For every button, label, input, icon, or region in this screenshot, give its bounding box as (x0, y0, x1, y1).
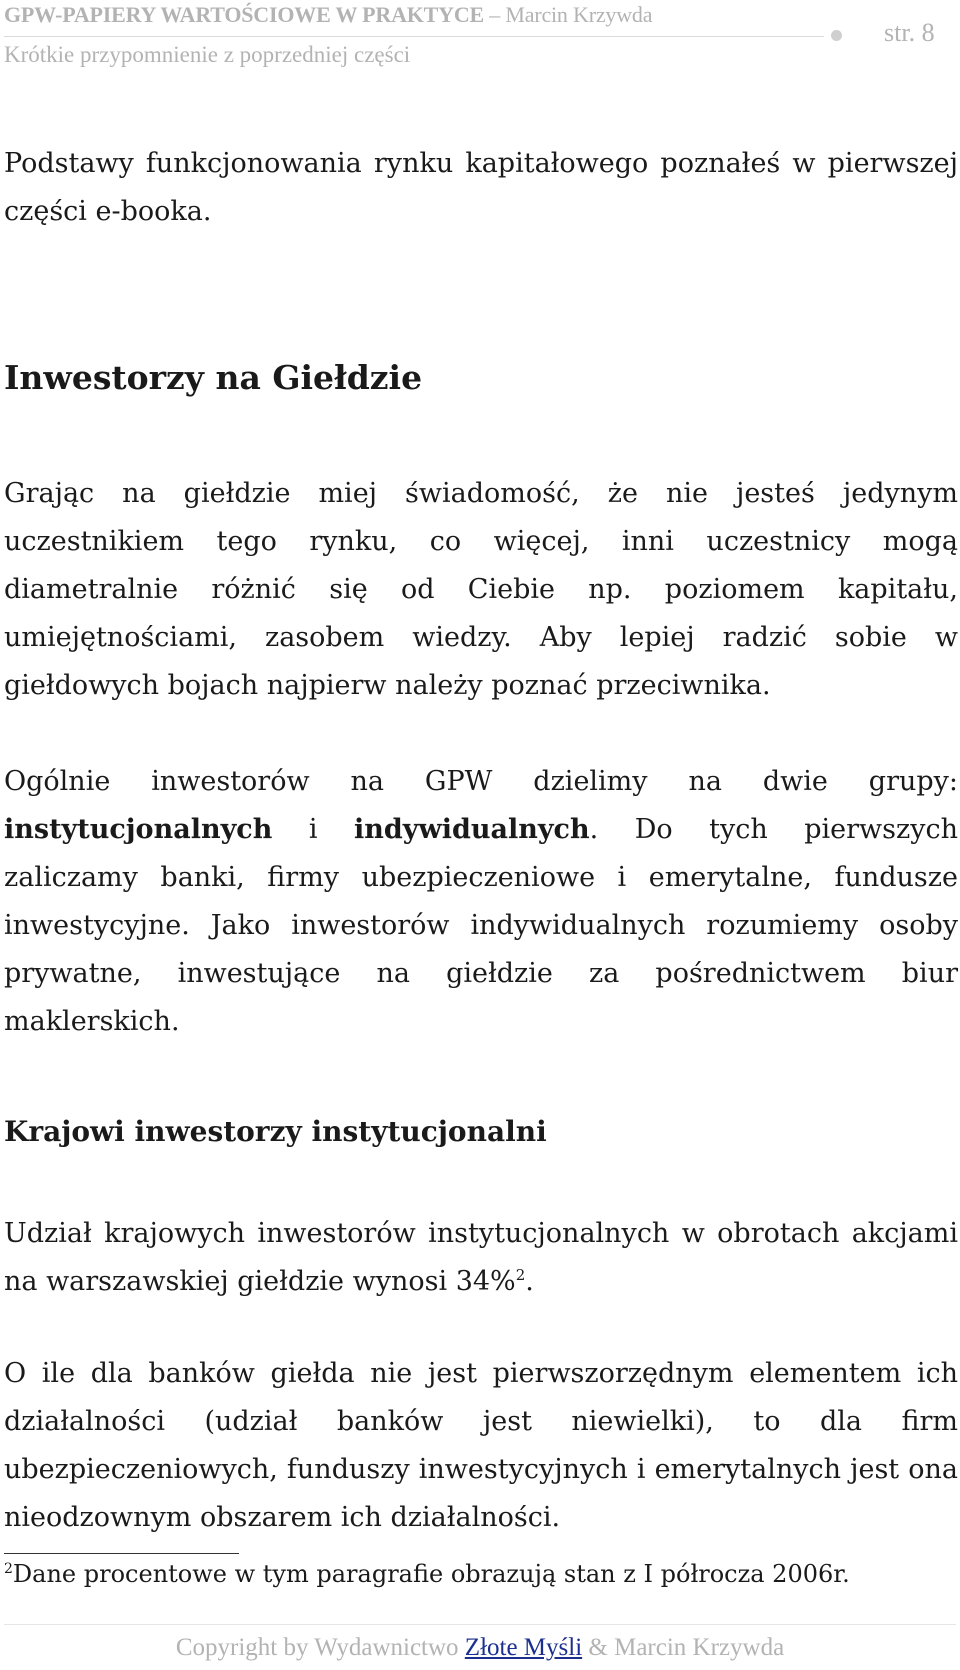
publisher-link[interactable]: Złote Myśli (464, 1634, 583, 1661)
header-author: Marcin Krzywda (505, 2, 653, 27)
section-heading-investors: Inwestorzy na Giełdzie (4, 358, 423, 397)
footer-prefix: Copyright by Wydawnictwo (175, 1634, 465, 1661)
p2-text-b: i (272, 814, 354, 845)
page-header (4, 0, 956, 80)
footnote-text: Dane procentowe w tym paragrafie obrazują stan z I półrocza 2006r. (12, 1560, 850, 1588)
footnote (4, 1558, 850, 1590)
term-institutional: instytucjonalnych (4, 814, 273, 845)
page-footer (0, 1634, 960, 1662)
header-title (4, 2, 652, 28)
footer-rule (4, 1624, 956, 1625)
p2-text-a: Ogólnie inwestorów na GPW dzielimy na dwie grupy: (4, 766, 958, 797)
term-individual: indywidualnych (354, 814, 590, 845)
footer-suffix: & Marcin Krzywda (582, 1634, 785, 1661)
paragraph-banks: O ile dla banków giełda nie jest pierwszorzędnym elementem ich działalności (udział banków jest niewielki), to dla firm ubezpieczeniowych, funduszy inwestycyjnych i emerytalnych jest ona nieodzownym obszarem ich działalności. (4, 1358, 958, 1533)
paragraph-investor-groups (4, 758, 958, 1046)
p3-text-b: . (525, 1266, 534, 1297)
p2-text-c: . Do tych pierwszych zaliczamy banki, firmy ubezpieczeniowe i emerytalne, fundusze inwestycyjne. Jako inwestorów indywidualnych rozumiemy osoby prywatne, inwestujące na giełdzie za pośrednictwem biur maklerskich. (4, 814, 958, 1037)
bullet-dot-icon (831, 30, 842, 41)
header-rule (4, 36, 824, 37)
page-number: str. 8 (884, 18, 935, 47)
paragraph-share (4, 1210, 958, 1306)
intro-paragraph: Podstawy funkcjonowania rynku kapitałowego poznałeś w pierwszej części e-booka. (4, 148, 958, 227)
title-dash: – (484, 2, 506, 27)
paragraph-awareness: Grając na giełdzie miej świadomość, że nie jesteś jedynym uczestnikiem tego rynku, co więcej, inni uczestnicy mogą diametralnie różnić się od Ciebie np. poziomem kapitału, umiejętnościami, zasobem wiedzy. Aby lepiej radzić sobie w giełdowych bojach najpierw należy poznać przeciwnika. (4, 478, 958, 701)
section-heading-domestic: Krajowi inwestorzy instytucjonalni (4, 1115, 547, 1148)
p3-text-a: Udział krajowych inwestorów instytucjonalnych w obrotach akcjami na warszawskiej giełdzie wynosi 34% (4, 1218, 958, 1297)
footnote-number: 2 (4, 1561, 13, 1577)
footnote-rule (4, 1553, 239, 1554)
header-subtitle: Krótkie przypomnienie z poprzedniej części (4, 42, 411, 67)
book-title: GPW-PAPIERY WARTOŚCIOWE W PRAKTYCE (4, 2, 484, 27)
footnote-ref: 2 (515, 1266, 526, 1284)
